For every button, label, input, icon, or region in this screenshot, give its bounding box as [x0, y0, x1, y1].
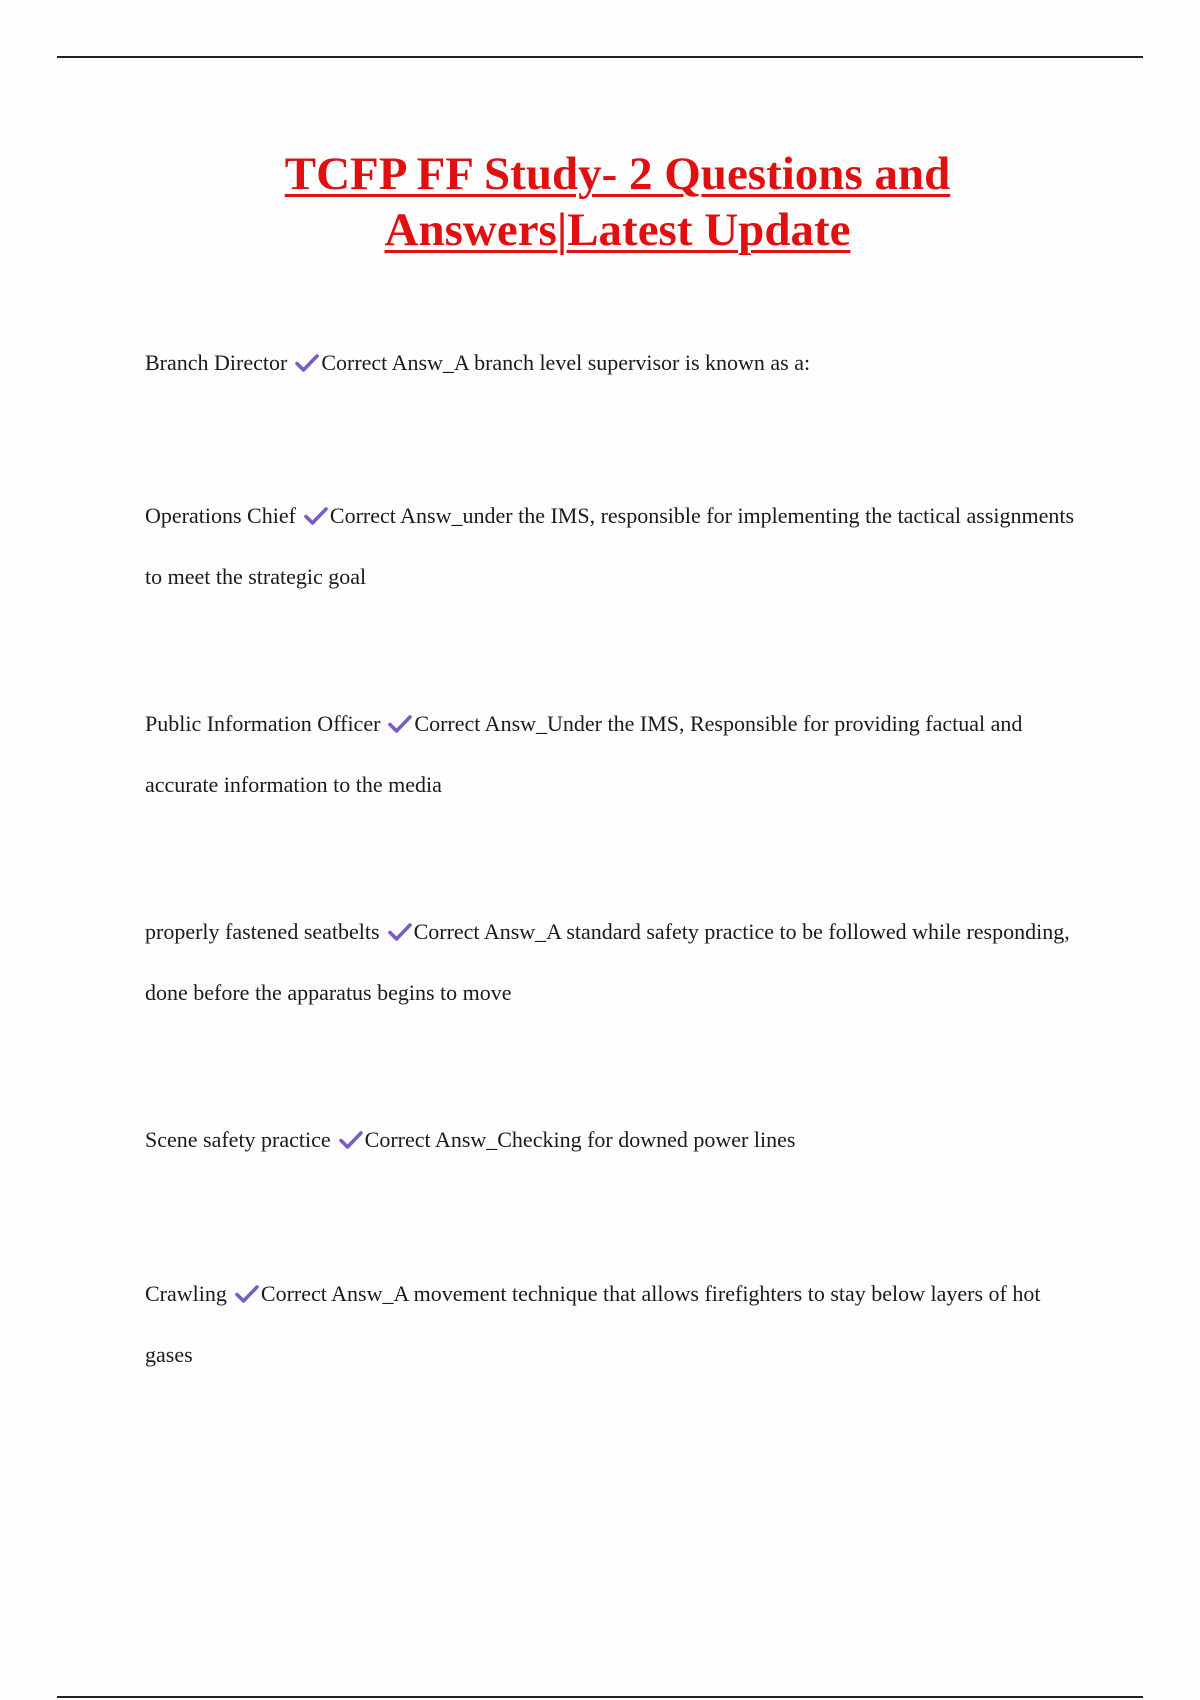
term: Branch Director	[145, 350, 288, 375]
term: Public Information Officer	[145, 711, 381, 736]
checkmark-icon	[235, 1284, 259, 1304]
qa-entry	[145, 693, 1085, 815]
answer: Correct Answ_A branch level supervisor is known as a:	[321, 350, 811, 375]
checkmark-icon	[339, 1130, 363, 1150]
checkmark-icon	[388, 714, 412, 734]
term: Operations Chief	[145, 503, 296, 528]
document-title: TCFP FF Study- 2 Questions and Answers|Latest Update	[284, 148, 951, 256]
qa-entry	[145, 1263, 1085, 1385]
term: Crawling	[145, 1281, 227, 1306]
answer: Correct Answ_Checking for downed power lines	[364, 1127, 796, 1152]
term: Scene safety practice	[145, 1127, 331, 1152]
checkmark-icon	[304, 506, 328, 526]
qa-entry	[145, 1109, 1085, 1170]
answer: Correct Answ_A standard safety practice to be followed while responding, done before the apparatus begins to move	[145, 919, 1070, 1005]
answer: Correct Answ_A movement technique that allows firefighters to stay below layers of hot gases	[145, 1281, 1041, 1367]
qa-entry	[145, 485, 1085, 607]
bottom-rule	[57, 1696, 1143, 1698]
top-rule	[57, 56, 1143, 58]
answer: Correct Answ_Under the IMS, Responsible for providing factual and accurate information to the media	[145, 711, 1023, 797]
term: properly fastened seatbelts	[145, 919, 380, 944]
checkmark-icon	[295, 353, 319, 373]
qa-entry	[145, 332, 1085, 393]
qa-entry	[145, 901, 1085, 1023]
answer: Correct Answ_under the IMS, responsible for implementing the tactical assignments to meet the strategic goal	[145, 503, 1075, 589]
checkmark-icon	[388, 922, 412, 942]
